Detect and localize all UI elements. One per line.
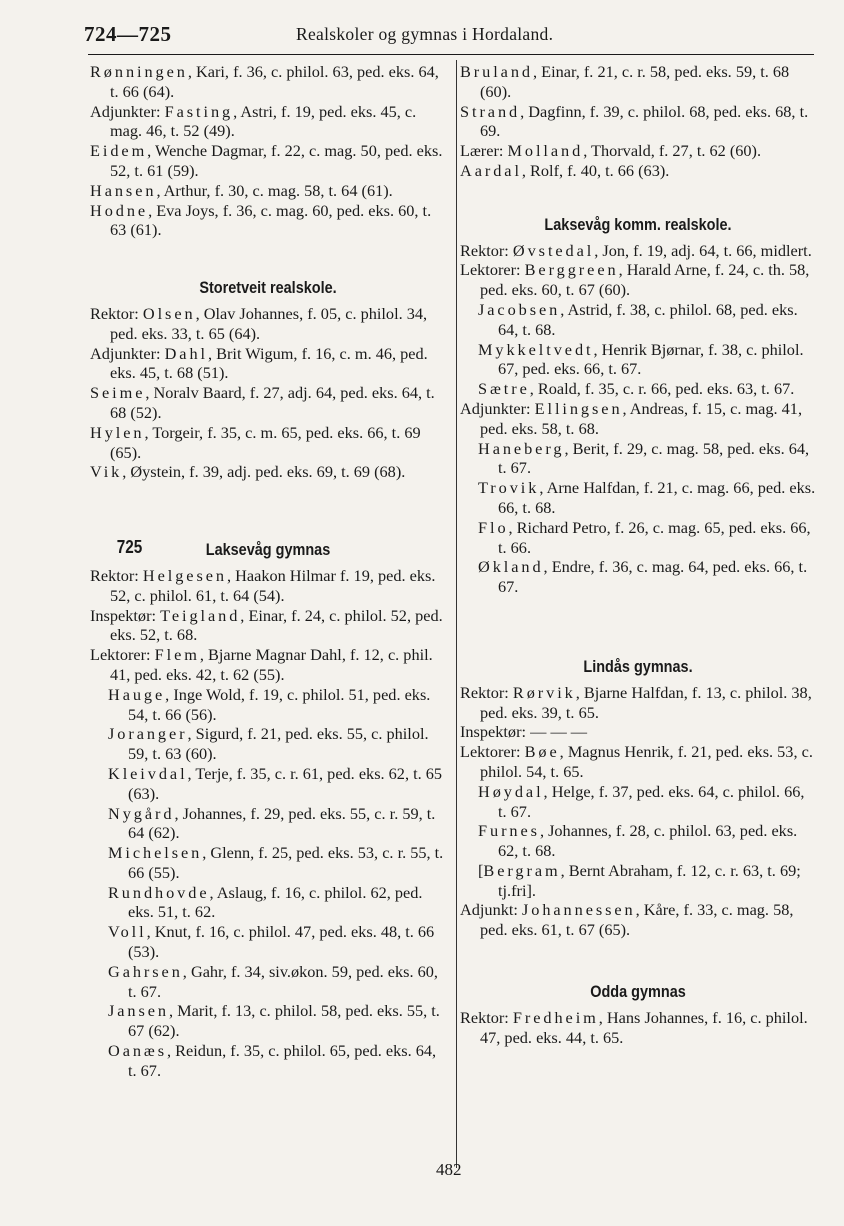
role-label: [: [478, 860, 484, 880]
header-rule: [88, 54, 814, 55]
laksevag-gymnas-list: [90, 566, 446, 1081]
surname: Jacobsen: [478, 299, 561, 319]
staff-entry: [90, 883, 446, 923]
surname: Øvstedal: [512, 240, 595, 260]
surname: Olsen: [142, 303, 196, 323]
role-label: Rektor:: [460, 682, 513, 702]
entry-details: , Berit, f. 29, c. mag. 58, ped. eks. 64, t. 67.: [498, 438, 810, 478]
surname: Hodne: [90, 200, 149, 220]
entry-details: , Endre, f. 36, c. mag. 64, ped. eks. 66, t. 67.: [498, 557, 808, 597]
section-heading-odda: Odda gymnas: [590, 982, 686, 1002]
entry-details: , Inge Wold, f. 19, c. philol. 51, ped. eks. 54, t. 66 (56).: [128, 684, 431, 724]
staff-entry: [460, 683, 816, 723]
entry-details: , Glenn, f. 25, ped. eks. 53, c. r. 55, t. 66 (55).: [128, 843, 444, 882]
entry-details: , Aslaug, f. 16, c. philol. 62, ped. eks. 51, t. 62.: [128, 882, 423, 922]
staff-entry: [460, 141, 816, 161]
surname: Rundhovde: [108, 882, 210, 902]
staff-entry: [90, 201, 446, 241]
role-label: Rektor:: [90, 303, 143, 323]
entry-details: , Olav Johannes, f. 05, c. philol. 34, ped. eks. 33, t. 65 (64).: [110, 303, 428, 343]
entry-details: , Richard Petro, f. 26, c. mag. 65, ped. eks. 66, t. 66.: [498, 517, 811, 557]
entry-details: , Johannes, f. 28, c. philol. 63, ped. eks. 62, t. 68.: [498, 821, 798, 861]
staff-entry: [90, 462, 446, 482]
surname: Mykkeltvedt: [478, 339, 594, 359]
section-heading-lindas: Lindås gymnas.: [583, 656, 693, 676]
entry-details: , Johannes, f. 29, ped. eks. 55, c. r. 59, t. 64 (62).: [128, 803, 436, 843]
entry-details: , Einar, f. 21, c. r. 58, ped. eks. 59, t. 68 (60).: [480, 62, 790, 101]
surname: Nygård: [108, 803, 175, 823]
role-label: Adjunkter:: [90, 101, 165, 121]
surname: Eidem: [90, 141, 148, 161]
lindas-list: [460, 683, 816, 940]
role-label: Adjunkt:: [460, 900, 522, 920]
surname: Seime: [90, 383, 146, 403]
role-label: Inspektør:: [90, 605, 161, 625]
entry-details: , Brit Wigum, f. 16, c. m. 46, ped. eks. 45, t. 68 (51).: [110, 343, 428, 383]
staff-entry: [460, 260, 816, 300]
laksevag-komm-list: [460, 241, 816, 597]
staff-entry: [90, 606, 446, 646]
role-label: Lektorer:: [460, 260, 525, 280]
left-intro-list: [90, 62, 446, 240]
role-label: Rektor:: [460, 1007, 513, 1027]
staff-entry: [460, 379, 816, 399]
entry-details: , Eva Joys, f. 36, c. mag. 60, ped. eks. 60, t. 63 (61).: [110, 200, 432, 240]
staff-entry: [90, 685, 446, 725]
surname: Økland: [478, 557, 544, 577]
entry-details: , Magnus Henrik, f. 21, ped. eks. 53, c. philol. 54, t. 65.: [480, 742, 813, 781]
section-number: 725: [116, 537, 143, 558]
entry-details: , Astrid, f. 38, c. philol. 68, ped. eks. 64, t. 68.: [498, 299, 798, 339]
right-intro-list: [460, 62, 816, 181]
page-range: 724—725: [84, 22, 172, 46]
column-divider: [456, 60, 457, 1168]
staff-entry: [460, 439, 816, 479]
surname: Flo: [478, 517, 509, 537]
role-label: Lærer:: [460, 141, 508, 161]
staff-entry: [90, 1041, 446, 1081]
staff-entry: [460, 861, 816, 901]
entry-details: , Astri, f. 19, ped. eks. 45, c. mag. 46, t. 52 (49).: [110, 101, 417, 141]
staff-entry: [460, 300, 816, 340]
surname: Johannessen: [521, 900, 636, 920]
surname: Bergram: [483, 860, 561, 880]
entry-details: , Harald Arne, f. 24, c. th. 58, ped. eks. 60, t. 67 (60).: [480, 260, 810, 300]
staff-entry: [460, 161, 816, 181]
right-column: [460, 62, 816, 1047]
staff-entry: [90, 181, 446, 201]
storetveit-list: [90, 304, 446, 482]
entry-details: , Gahr, f. 34, siv.økon. 59, ped. eks. 60, t. 67.: [128, 961, 438, 1001]
surname: Helgesen: [142, 565, 227, 585]
role-label: Adjunkter:: [460, 398, 535, 418]
entry-details: , Roald, f. 35, c. r. 66, ped. eks. 63, t. 67.: [529, 379, 795, 399]
section-heading-laksevag-komm: Laksevåg komm. realskole.: [544, 214, 732, 234]
entry-details: , Bjarne Magnar Dahl, f. 12, c. phil. 41, ped. eks. 42, t. 62 (55).: [110, 645, 433, 684]
surname: Jansen: [108, 1001, 170, 1021]
entry-details: , Hans Johannes, f. 16, c. philol. 47, ped. eks. 44, t. 65.: [480, 1007, 808, 1047]
staff-entry: [90, 102, 446, 142]
surname: Voll: [108, 922, 147, 942]
staff-entry: [460, 518, 816, 558]
surname: Oanæs: [108, 1041, 167, 1061]
staff-entry: [90, 804, 446, 844]
surname: Bruland: [460, 62, 533, 81]
entry-details: , Torgeir, f. 35, c. m. 65, ped. eks. 66, t. 69 (65).: [110, 422, 421, 462]
surname: Haneberg: [478, 438, 565, 458]
surname: Hauge: [108, 684, 166, 704]
role-label: Rektor:: [460, 240, 513, 260]
staff-entry: [460, 722, 816, 742]
surname: Aardal: [460, 160, 522, 180]
page-number: 482: [436, 1160, 462, 1179]
surname: Joranger: [108, 724, 188, 744]
staff-entry: [460, 102, 816, 142]
entry-details: , Henrik Bjørnar, f. 38, c. philol. 67, ped. eks. 66, t. 67.: [498, 339, 804, 379]
surname: Fredheim: [512, 1007, 599, 1027]
staff-entry: [90, 1001, 446, 1041]
staff-entry: [90, 62, 446, 102]
staff-entry: [90, 764, 446, 804]
staff-entry: [460, 742, 816, 782]
staff-entry: [460, 241, 816, 261]
staff-entry: [90, 922, 446, 962]
entry-details: , Arne Halfdan, f. 21, c. mag. 66, ped. eks. 66, t. 68.: [498, 478, 816, 517]
entry-details: , Thorvald, f. 27, t. 62 (60).: [583, 141, 762, 161]
staff-entry: [460, 782, 816, 822]
staff-entry: [90, 423, 446, 463]
surname: Ellingsen: [534, 398, 623, 418]
staff-entry: [90, 645, 446, 685]
staff-entry: [90, 566, 446, 606]
staff-entry: [460, 1008, 816, 1048]
surname: Teigland: [160, 605, 241, 625]
entry-details: , Wenche Dagmar, f. 22, c. mag. 50, ped. eks. 52, t. 61 (59).: [110, 141, 443, 180]
entry-details: , Andreas, f. 15, c. mag. 41, ped. eks. 58, t. 68.: [480, 398, 803, 438]
staff-entry: [90, 304, 446, 344]
surname: Rønningen: [90, 62, 188, 81]
surname: Dahl: [164, 343, 208, 363]
surname: Fasting: [164, 101, 234, 121]
staff-entry: [90, 383, 446, 423]
entry-details: , Kari, f. 36, c. philol. 63, ped. eks. 64, t. 66 (64).: [110, 62, 439, 101]
entry-details: , Dagfinn, f. 39, c. philol. 68, ped. eks. 68, t. 69.: [480, 101, 809, 141]
entry-details: , Haakon Hilmar f. 19, ped. eks. 52, c. philol. 61, t. 64 (54).: [110, 565, 436, 605]
entry-details: , Bjarne Halfdan, f. 13, c. philol. 38, ped. eks. 39, t. 65.: [480, 682, 812, 722]
surname: Kleivdal: [108, 763, 188, 783]
surname: Rørvik: [512, 682, 576, 702]
entry-details: — — —: [530, 722, 588, 742]
surname: Trovik: [478, 478, 540, 498]
surname: Hansen: [90, 180, 157, 200]
role-label: Lektorer:: [460, 742, 525, 762]
surname: Flem: [154, 645, 200, 665]
staff-entry: [460, 557, 816, 597]
entry-details: , Sigurd, f. 21, ped. eks. 55, c. philol. 59, t. 63 (60).: [128, 724, 429, 764]
surname: Høydal: [478, 781, 544, 801]
role-label: Adjunkter:: [90, 343, 165, 363]
entry-details: , Helge, f. 37, ped. eks. 64, c. philol. 66, t. 67.: [498, 781, 805, 821]
surname: Gahrsen: [108, 961, 183, 981]
entry-details: , Kåre, f. 33, c. mag. 58, ped. eks. 61, t. 67 (65).: [480, 900, 794, 940]
staff-entry: [460, 340, 816, 380]
section-heading-laksevag-gymnas: [116, 537, 420, 560]
surname: Michelsen: [108, 843, 203, 863]
staff-entry: [90, 843, 446, 883]
surname: Sætre: [478, 379, 530, 399]
surname: Bøe: [524, 742, 560, 762]
surname: Molland: [507, 141, 584, 161]
entry-details: , Øystein, f. 39, adj. ped. eks. 69, t. 69 (68).: [122, 462, 406, 482]
staff-entry: [460, 900, 816, 940]
entry-details: , Reidun, f. 35, c. philol. 65, ped. eks. 64, t. 67.: [128, 1041, 437, 1080]
entry-details: , Noralv Baard, f. 27, adj. 64, ped. eks. 64, t. 68 (52).: [110, 383, 435, 422]
surname: Furnes: [478, 821, 540, 841]
entry-details: , Knut, f. 16, c. philol. 47, ped. eks. 48, t. 66 (53).: [128, 922, 435, 962]
entry-details: , Arthur, f. 30, c. mag. 58, t. 64 (61).: [156, 180, 393, 200]
entry-details: , Bernt Abraham, f. 12, c. r. 63, t. 69; tj.fri].: [498, 860, 801, 900]
entry-details: , Marit, f. 13, c. philol. 58, ped. eks. 55, t. 67 (62).: [128, 1001, 440, 1041]
staff-entry: [90, 724, 446, 764]
staff-entry: [90, 962, 446, 1002]
role-label: Rektor:: [90, 565, 143, 585]
odda-list: [460, 1008, 816, 1048]
entry-details: , Jon, f. 19, adj. 64, t. 66, midlert.: [594, 240, 812, 260]
staff-entry: [90, 344, 446, 384]
entry-details: , Rolf, f. 40, t. 66 (63).: [521, 160, 670, 180]
staff-entry: [460, 62, 816, 102]
staff-entry: [460, 399, 816, 439]
role-label: Lektorer:: [90, 645, 155, 665]
surname: Strand: [460, 101, 521, 121]
surname: Hylen: [90, 422, 145, 442]
running-title: Realskoler og gymnas i Hordaland.: [296, 24, 554, 44]
left-column: [90, 62, 446, 1081]
section-heading-storetveit: Storetveit realskole.: [199, 278, 337, 298]
role-label: Inspektør:: [460, 722, 531, 742]
staff-entry: [460, 821, 816, 861]
entry-details: , Terje, f. 35, c. r. 61, ped. eks. 62, t. 65 (63).: [128, 763, 443, 803]
section-title: Laksevåg gymnas: [205, 540, 331, 560]
entry-details: , Einar, f. 24, c. philol. 52, ped. eks. 52, t. 68.: [110, 605, 443, 645]
surname: Berggreen: [524, 260, 619, 280]
staff-entry: [90, 141, 446, 181]
surname: Vik: [90, 462, 123, 482]
staff-entry: [460, 478, 816, 518]
